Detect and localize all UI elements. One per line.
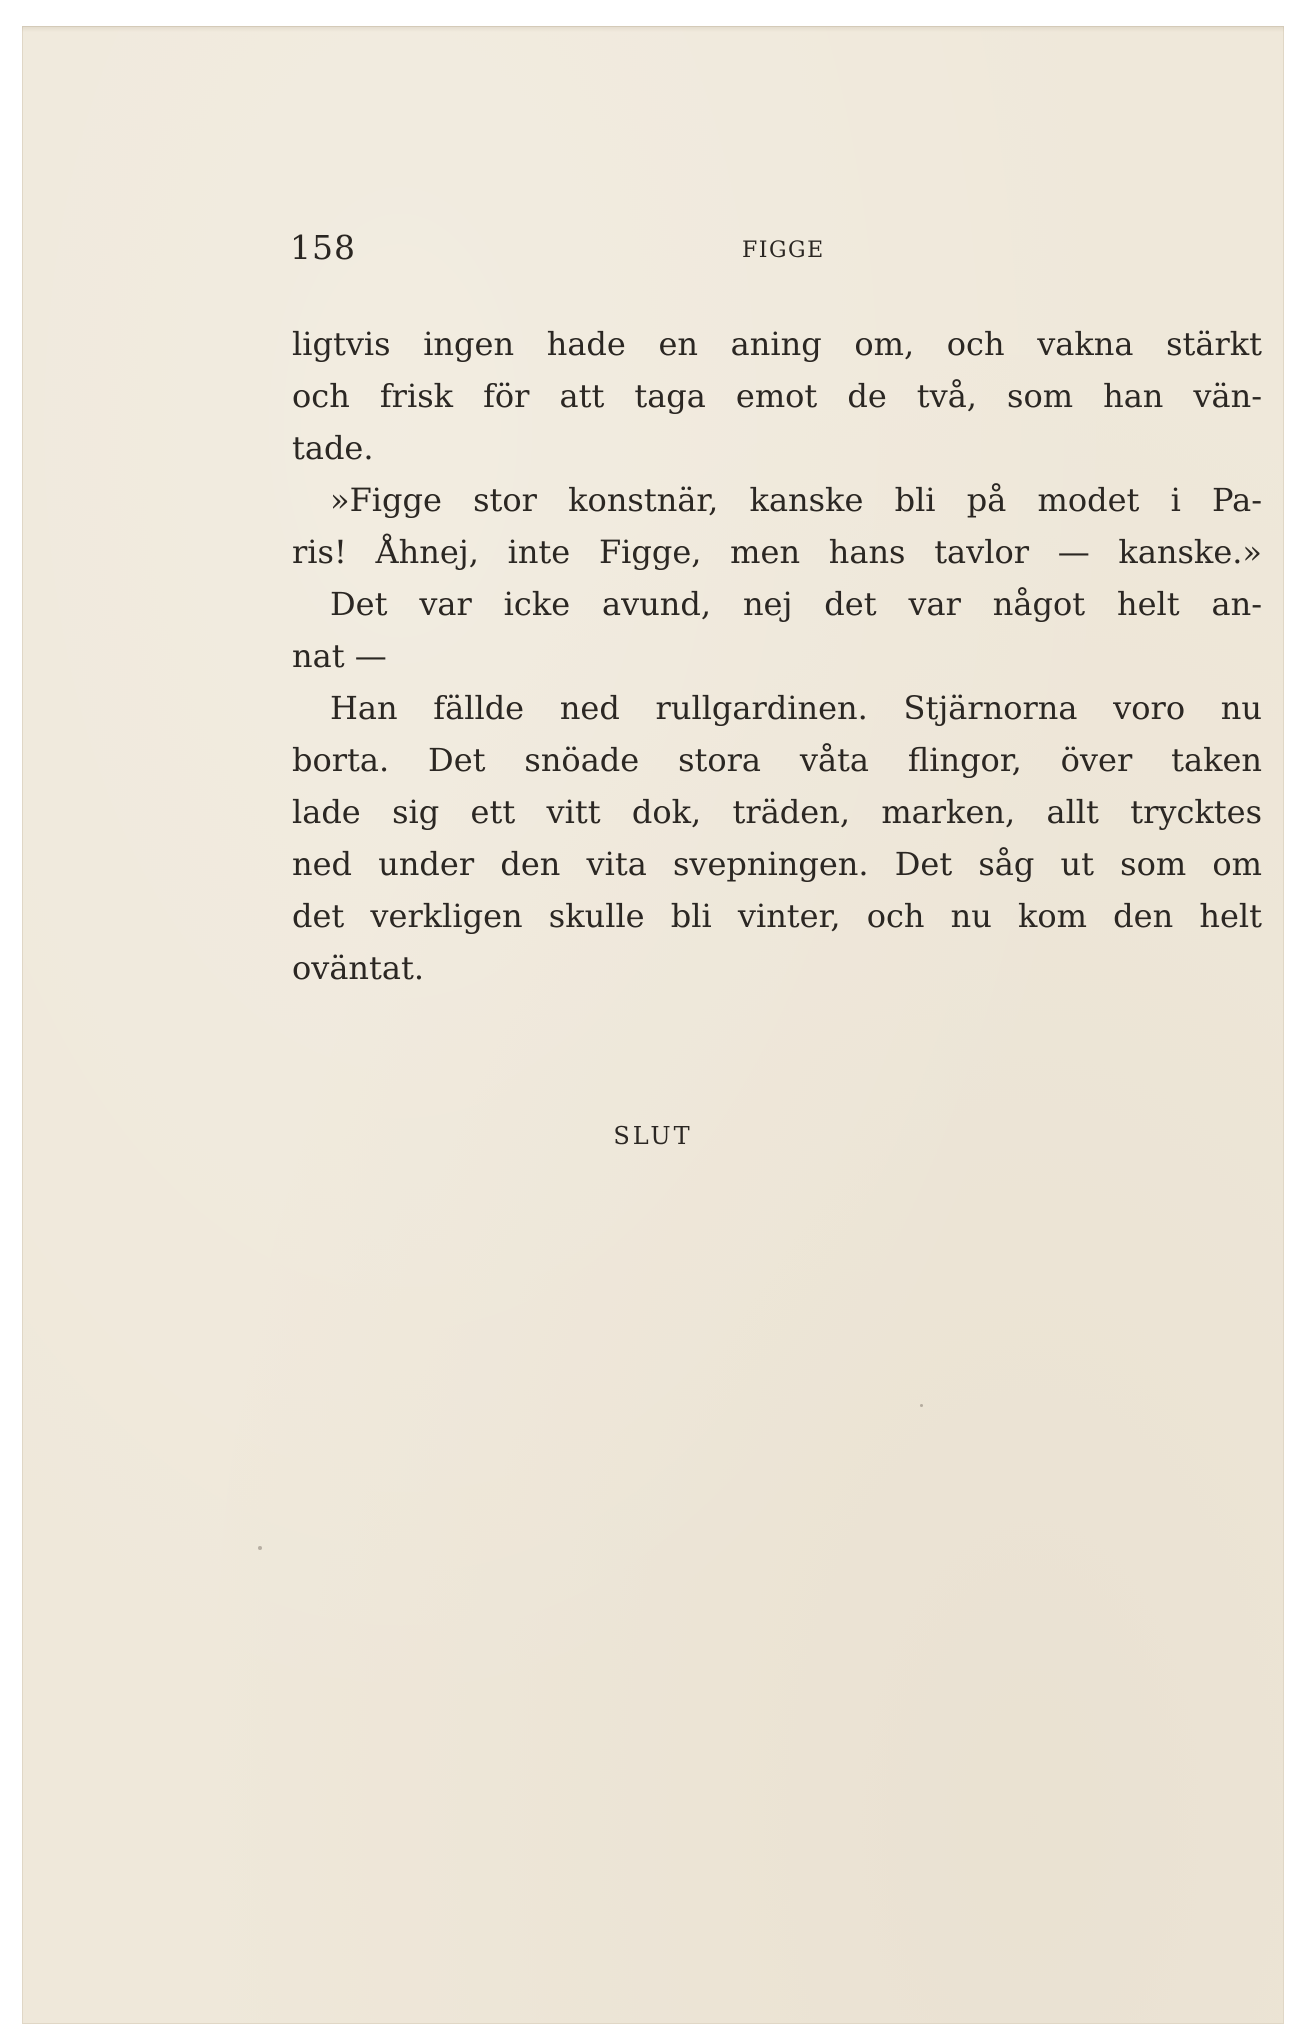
page-number: 158 (290, 228, 356, 267)
paper-speck (258, 1546, 262, 1550)
text-line: och frisk för att taga emot de två, som han vän- (292, 377, 1262, 415)
book-page (22, 26, 1284, 2024)
text-line: »Figge stor konstnär, kanske bli på modet i Pa- (330, 481, 1262, 519)
text-line: Han fällde ned rullgardinen. Stjärnorna voro nu (330, 689, 1262, 727)
text-line: ligtvis ingen hade en aning om, och vakna stärkt (292, 325, 1262, 363)
page-edge-shadow (22, 26, 1284, 32)
text-line: oväntat. (292, 949, 424, 987)
text-line: ned under den vita svepningen. Det såg ut som om (292, 845, 1262, 883)
running-title: FIGGE (742, 238, 825, 263)
text-line: ris! Åhnej, inte Figge, men hans tavlor — kanske.» (292, 533, 1262, 571)
text-line: det verkligen skulle bli vinter, och nu kom den helt (292, 897, 1262, 935)
text-line: Det var icke avund, nej det var något helt an- (330, 585, 1262, 623)
text-line: lade sig ett vitt dok, träden, marken, allt trycktes (292, 793, 1262, 831)
body-text (292, 318, 1262, 994)
text-line: borta. Det snöade stora våta flingor, över taken (292, 741, 1262, 779)
text-line: nat — (292, 637, 387, 675)
end-mark: SLUT (613, 1122, 693, 1150)
text-line: tade. (292, 429, 374, 467)
running-header (290, 228, 1260, 288)
paper-speck (920, 1404, 923, 1407)
